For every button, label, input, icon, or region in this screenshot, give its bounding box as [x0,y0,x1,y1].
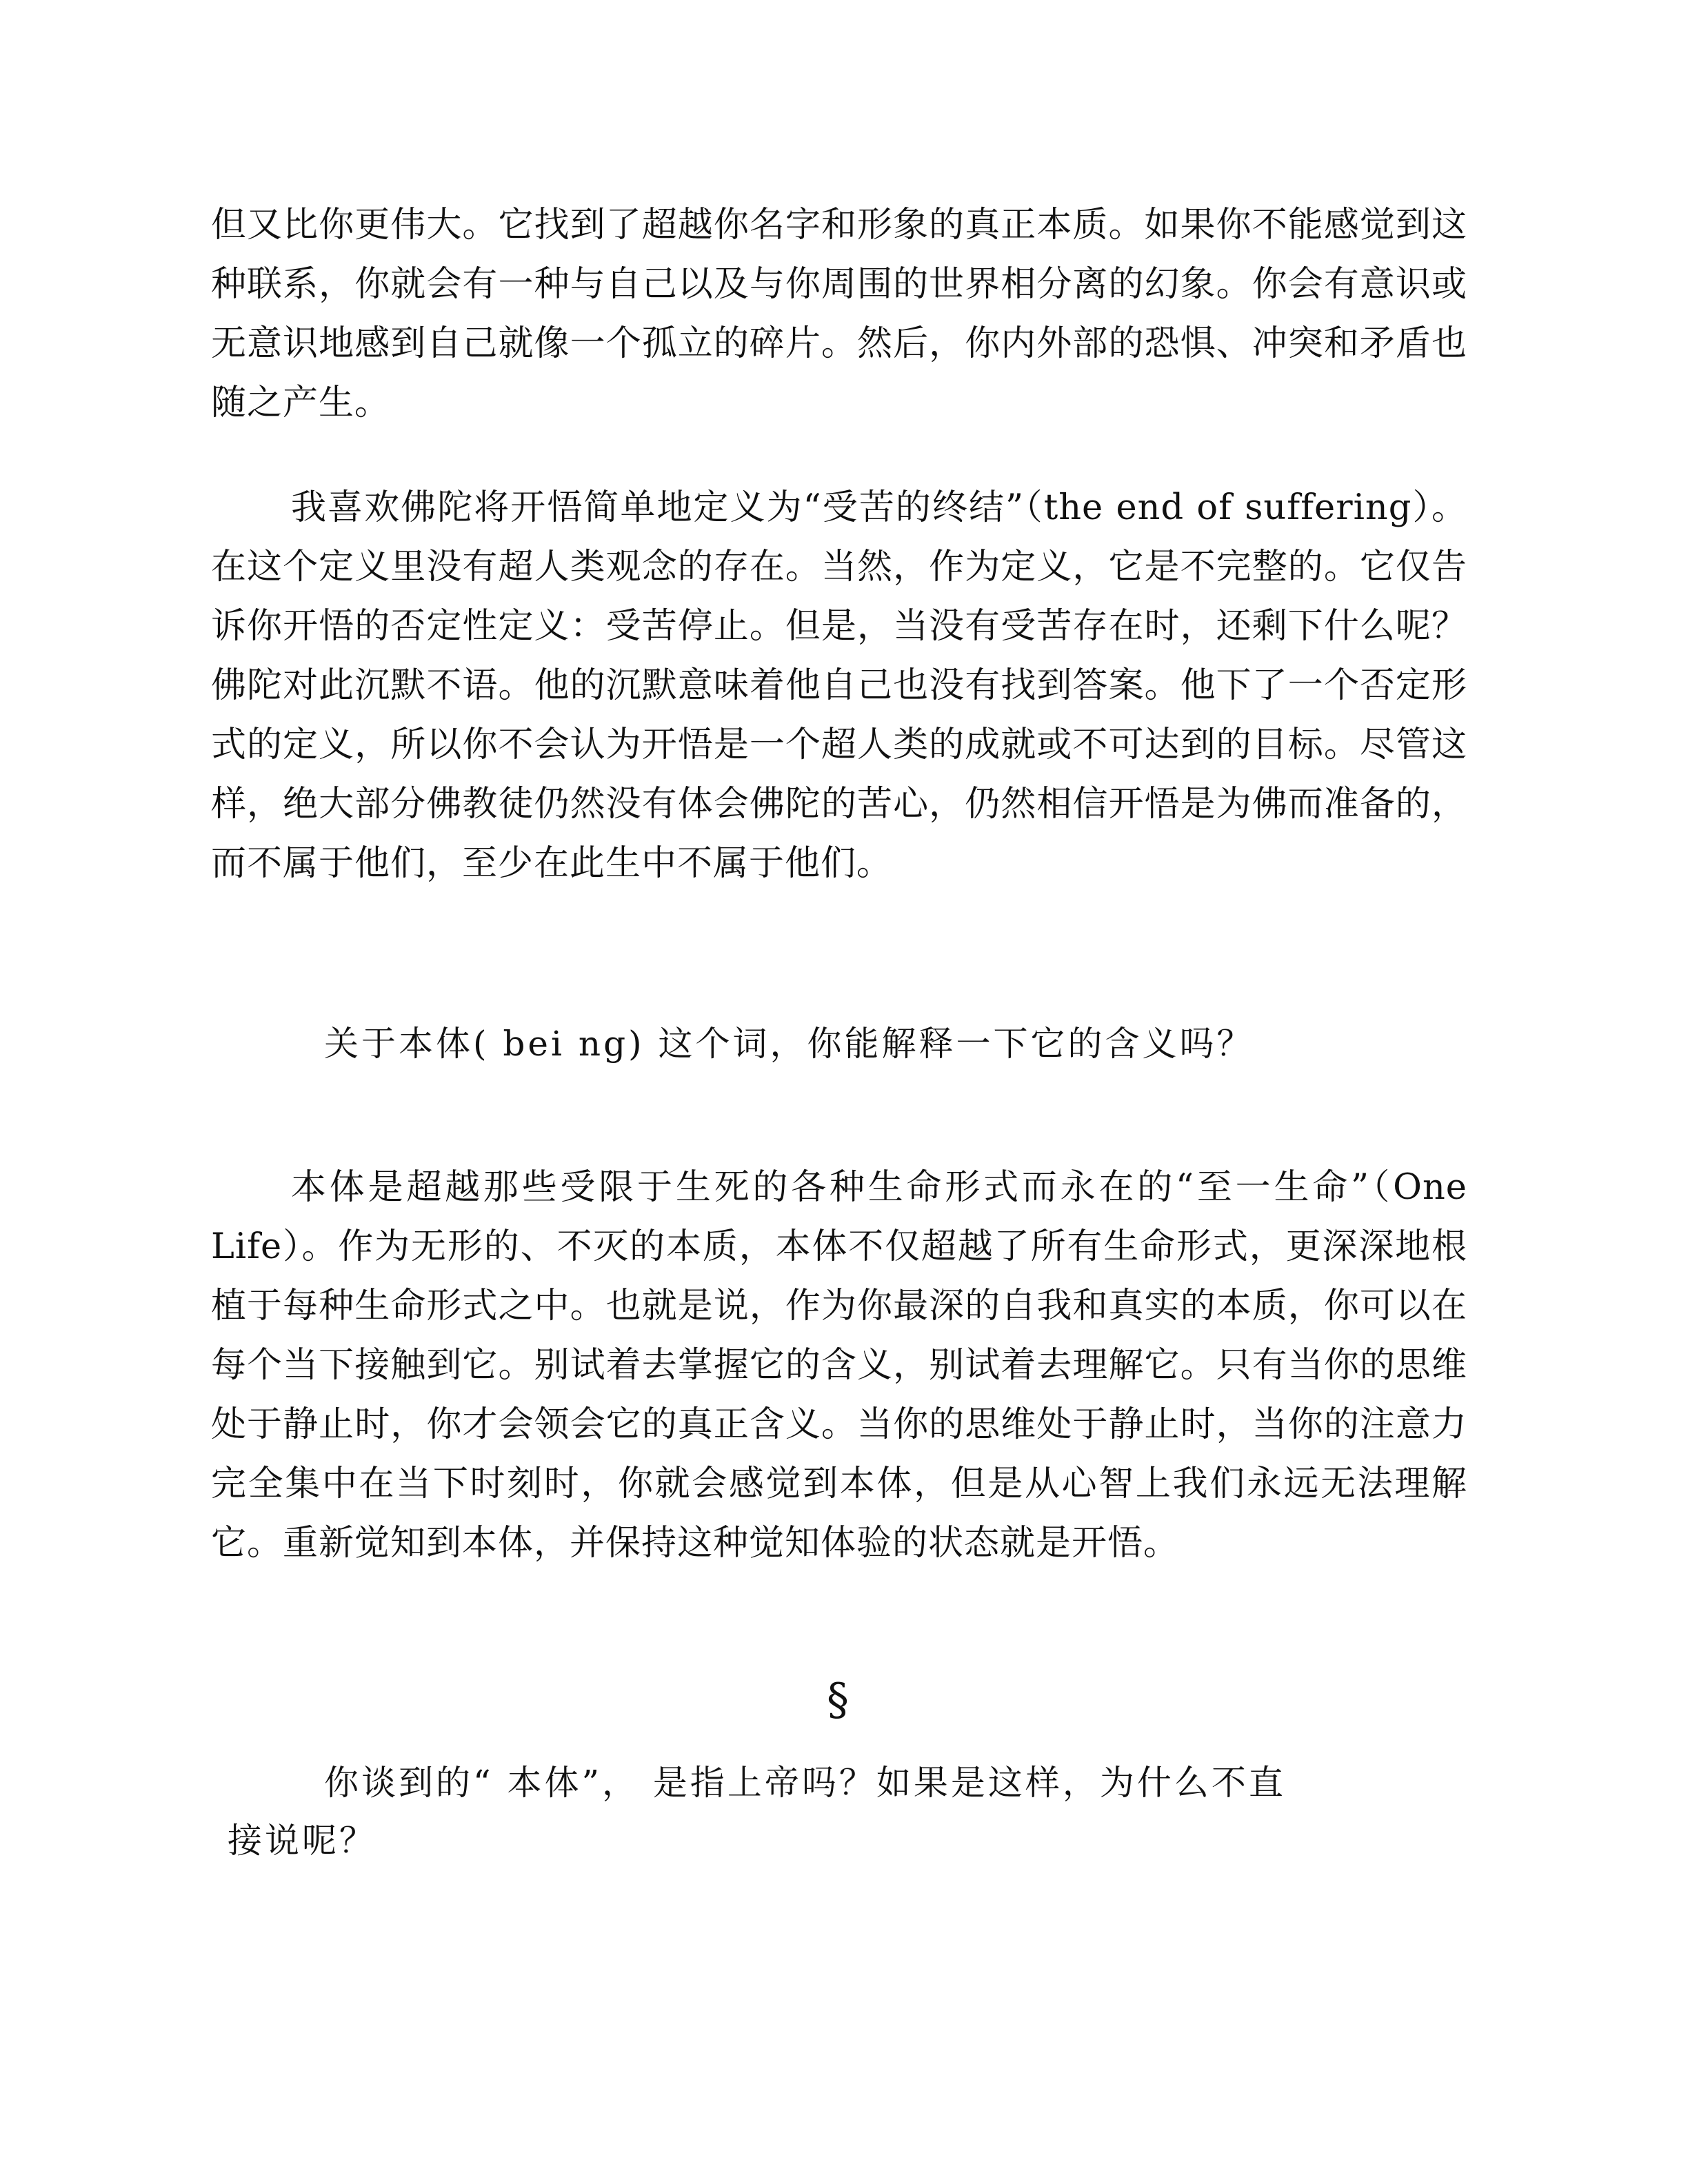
question-god-line1: 你谈到的“ 本体”， 是指上帝吗？如果是这样，为什么不直 [324,1763,1286,1803]
question-god-line2: 接说呢？ [228,1821,376,1861]
section-divider-icon: § [827,1675,849,1726]
paragraph-buddha-enlightenment: 我喜欢佛陀将开悟简单地定义为“受苦的终结”（the end of suffering）。在这个定义里没有超人类观念的存在。当然，作为定义，它是不完整的。它仅告诉你开悟的否定性定义：受苦停止。但是，当没有受苦存在时，还剩下什么呢？佛陀对此沉默不语。他的沉默意味着他自己也没有找到答案。他下了一个否定形式的定义，所以你不会认为开悟是一个超人类的成就或不可达到的目标。尽管这样，绝大部分佛教徒仍然没有体会佛陀的苦心，仍然相信开悟是为佛而准备的，而不属于他们，至少在此生中不属于他们。 [211,487,1467,884]
paragraph-being-definition: 本体是超越那些受限于生死的各种生命形式而永在的“至一生命”（One Life）。作为无形的、不灭的本质，本体不仅超越了所有生命形式，更深深地根植于每种生命形式之中。也就是说，作为你最深的自我和真实的本质，你可以在每个当下接触到它。别试着去掌握它的含义，别试着去理解它。只有当你的思维处于静止时，你才会领会它的真正含义。当你的思维处于静止时，当你的注意力完全集中在当下时刻时，你就会感觉到本体，但是从心智上我们永远无法理解它。重新觉知到本体，并保持这种觉知体验的状态就是开悟。 [211,1167,1467,1564]
paragraph-continuation: 但又比你更伟大。它找到了超越你名字和形象的真正本质。如果你不能感觉到这种联系，你就会有一种与自己以及与你周围的世界相分离的幻象。你会有意识或无意识地感到自己就像一个孤立的碎片。然后，你内外部的恐惧、冲突和矛盾也随之产生。 [211,205,1467,423]
question-being: 关于本体( bei ng) 这个词，你能解释一下它的含义吗？ [324,1024,1254,1064]
